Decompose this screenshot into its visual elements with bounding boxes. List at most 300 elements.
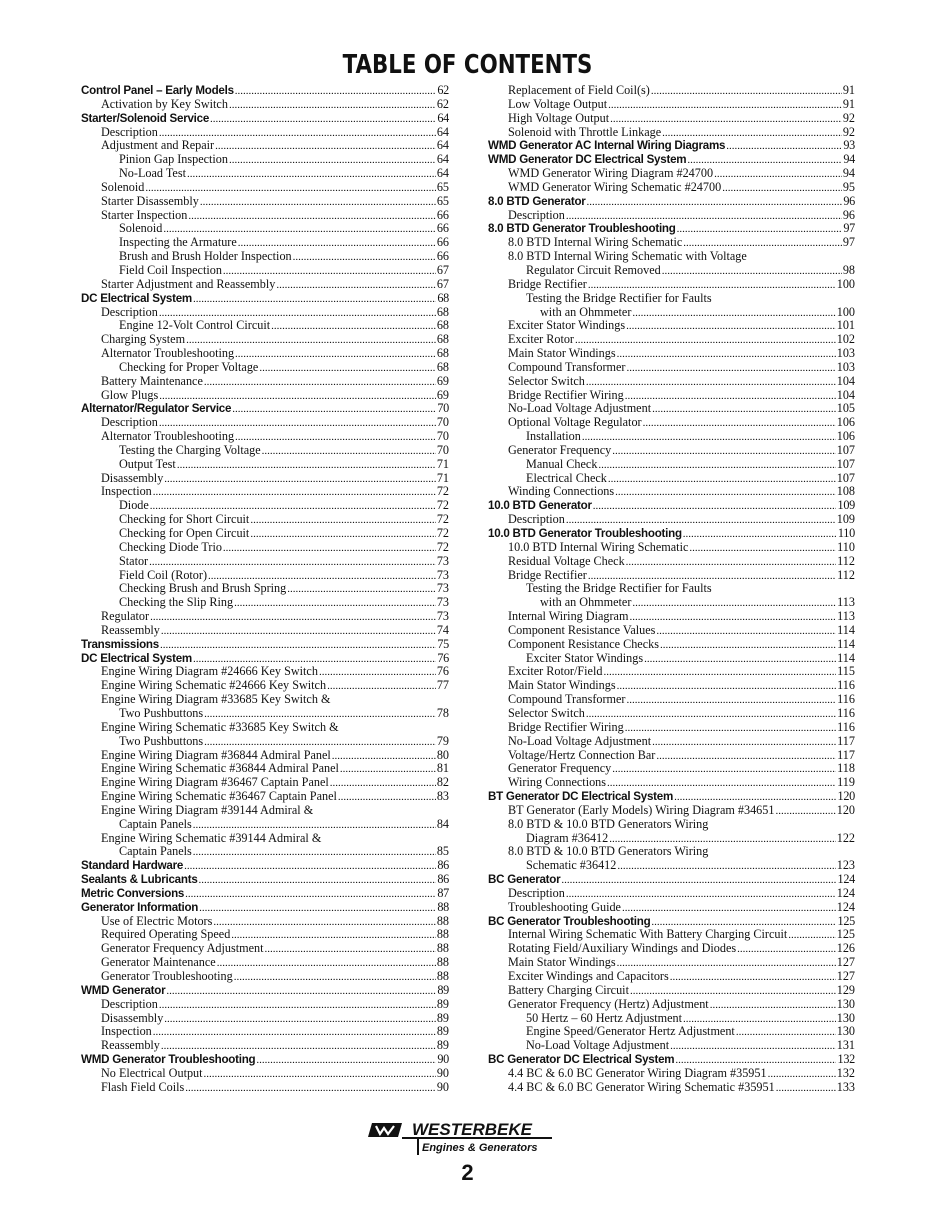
toc-page-number: 130 bbox=[836, 996, 855, 1011]
toc-leader-dots bbox=[161, 625, 436, 639]
toc-entry-title: 10.0 BTD Generator bbox=[488, 499, 592, 513]
toc-entry bbox=[488, 652, 855, 666]
toc-entry bbox=[81, 264, 449, 278]
toc-leader-dots bbox=[615, 486, 836, 500]
toc-entry-title: Exciter Stator Windings bbox=[526, 650, 644, 665]
toc-entry-title: Engine Wiring Schematic #39144 Admiral & bbox=[101, 830, 322, 845]
toc-entry bbox=[488, 970, 855, 984]
toc-page-number: 88 bbox=[436, 927, 449, 942]
toc-page-number: 97 bbox=[843, 221, 855, 236]
toc-page-number: 132 bbox=[836, 1065, 855, 1080]
toc-entry bbox=[488, 887, 855, 901]
toc-leader-dots bbox=[330, 777, 436, 791]
toc-leader-dots bbox=[714, 168, 842, 182]
toc-leader-dots bbox=[677, 223, 843, 237]
toc-leader-dots bbox=[204, 376, 436, 390]
toc-entry bbox=[81, 444, 449, 458]
toc-entry-title: BC Generator bbox=[488, 873, 561, 887]
toc-entry-title: 4.4 BC & 6.0 BC Generator Wiring Diagram #35951 bbox=[508, 1065, 767, 1080]
toc-entry-title: Generator Frequency (Hertz) Adjustment bbox=[508, 996, 709, 1011]
toc-leader-dots bbox=[683, 528, 837, 542]
toc-page-number: 104 bbox=[836, 373, 855, 388]
toc-leader-dots bbox=[625, 390, 836, 404]
toc-page-number: 117 bbox=[837, 733, 855, 748]
toc-page-number: 76 bbox=[436, 664, 449, 679]
toc-entry-title: 8.0 BTD & 10.0 BTD Generators Wiring bbox=[508, 844, 709, 859]
toc-page-number: 127 bbox=[836, 955, 855, 970]
toc-section-entry bbox=[81, 112, 449, 126]
toc-entry bbox=[81, 624, 449, 638]
toc-leader-dots bbox=[625, 722, 836, 736]
toc-entry bbox=[81, 610, 449, 624]
toc-entry-title: Disassembly bbox=[101, 470, 164, 485]
toc-leader-dots bbox=[612, 445, 836, 459]
toc-entry-title: Testing the Bridge Rectifier for Faults bbox=[526, 581, 712, 596]
toc-entry bbox=[488, 389, 855, 403]
toc-page-number: 64 bbox=[436, 124, 449, 139]
toc-entry-title: Brush and Brush Holder Inspection bbox=[119, 249, 292, 264]
toc-entry bbox=[488, 721, 855, 735]
toc-page-number: 66 bbox=[436, 249, 449, 264]
toc-page-number: 84 bbox=[436, 816, 449, 831]
toc-leader-dots bbox=[250, 528, 436, 542]
toc-entry-title: Diode bbox=[119, 498, 149, 513]
toc-page-number: 74 bbox=[436, 622, 449, 637]
toc-leader-dots bbox=[603, 666, 836, 680]
toc-section-entry bbox=[81, 887, 449, 901]
toc-section-entry bbox=[488, 915, 855, 929]
toc-entry-title: Engine Wiring Schematic #24666 Key Switch bbox=[101, 678, 327, 693]
toc-entry-title: Winding Connections bbox=[508, 484, 615, 499]
toc-leader-dots bbox=[626, 694, 836, 708]
toc-section-entry bbox=[81, 901, 449, 915]
toc-entry bbox=[488, 859, 855, 873]
toc-entry-title: Bridge Rectifier bbox=[508, 276, 587, 291]
toc-entry-title: Component Resistance Checks bbox=[508, 636, 659, 651]
toc-entry-title: Low Voltage Output bbox=[508, 96, 608, 111]
toc-leader-dots bbox=[626, 362, 835, 376]
toc-section-entry bbox=[488, 153, 855, 167]
toc-page-number: 116 bbox=[837, 678, 855, 693]
toc-entry-title: Captain Panels bbox=[119, 816, 192, 831]
toc-entry-title: Testing the Bridge Rectifier for Faults bbox=[526, 290, 712, 305]
toc-entry bbox=[81, 195, 449, 209]
toc-leader-dots bbox=[184, 860, 436, 874]
toc-entry-title: 50 Hertz – 60 Hertz Adjustment bbox=[526, 1010, 683, 1025]
toc-entry-title: Checking Diode Trio bbox=[119, 539, 222, 554]
toc-entry-title: Engine Wiring Schematic #33685 Key Switch & bbox=[101, 719, 339, 734]
toc-leader-dots bbox=[608, 473, 836, 487]
toc-entry-title: Engine Wiring Schematic #36844 Admiral Panel bbox=[101, 761, 339, 776]
toc-section-entry bbox=[488, 790, 855, 804]
logo-brand-text: WESTERBEKE bbox=[412, 1120, 532, 1139]
toc-entry-title: Engine Wiring Diagram #24666 Key Switch bbox=[101, 664, 318, 679]
toc-page-number: 79 bbox=[436, 733, 449, 748]
toc-page-number: 120 bbox=[836, 802, 855, 817]
toc-leader-dots bbox=[215, 140, 436, 154]
toc-leader-dots bbox=[150, 611, 436, 625]
page-number: 2 bbox=[461, 1160, 474, 1185]
toc-leader-dots bbox=[566, 514, 836, 528]
toc-page-number: 124 bbox=[836, 899, 855, 914]
toc-entry-title: Description bbox=[508, 885, 565, 900]
toc-page-number: 115 bbox=[837, 664, 855, 679]
toc-page-number: 67 bbox=[436, 276, 449, 291]
toc-entry-title: Description bbox=[101, 124, 158, 139]
toc-entry bbox=[81, 970, 449, 984]
toc-entry bbox=[488, 1025, 855, 1039]
toc-entry-title: 8.0 BTD & 10.0 BTD Generators Wiring bbox=[508, 816, 709, 831]
toc-leader-dots bbox=[188, 210, 436, 224]
toc-section-entry bbox=[81, 84, 449, 98]
toc-section-entry bbox=[81, 873, 449, 887]
toc-entry-title: Description bbox=[101, 304, 158, 319]
toc-entry bbox=[81, 818, 449, 832]
toc-entry-title: Output Test bbox=[119, 456, 176, 471]
toc-entry-title: with an Ohmmeter bbox=[540, 595, 632, 610]
toc-page-number: 73 bbox=[436, 595, 449, 610]
toc-leader-dots bbox=[217, 957, 436, 971]
toc-leader-dots bbox=[587, 196, 843, 210]
toc-entry bbox=[81, 347, 449, 361]
toc-page-number: 70 bbox=[436, 442, 449, 457]
toc-leader-dots bbox=[262, 445, 436, 459]
toc-entry-title: No-Load Voltage Adjustment bbox=[508, 401, 652, 416]
toc-leader-dots bbox=[235, 348, 436, 362]
toc-page-number: 72 bbox=[436, 498, 449, 513]
toc-page-number: 72 bbox=[436, 539, 449, 554]
toc-page-number: 122 bbox=[836, 830, 855, 845]
toc-section-entry bbox=[81, 984, 449, 998]
toc-entry bbox=[81, 707, 449, 721]
toc-entry bbox=[81, 319, 449, 333]
toc-entry bbox=[488, 818, 855, 832]
toc-page-number: 71 bbox=[436, 456, 449, 471]
toc-page-number: 64 bbox=[436, 152, 449, 167]
toc-leader-dots bbox=[566, 210, 842, 224]
toc-page-number: 73 bbox=[436, 553, 449, 568]
toc-leader-dots bbox=[644, 653, 836, 667]
toc-leader-dots bbox=[160, 639, 436, 653]
toc-entry-title: Selector Switch bbox=[508, 705, 585, 720]
toc-page-number: 130 bbox=[836, 1010, 855, 1025]
toc-leader-dots bbox=[340, 763, 436, 777]
toc-entry bbox=[81, 956, 449, 970]
toc-page-number: 112 bbox=[837, 553, 855, 568]
toc-leader-dots bbox=[629, 611, 836, 625]
toc-leader-dots bbox=[276, 279, 435, 293]
toc-leader-dots bbox=[652, 736, 836, 750]
toc-leader-dots bbox=[652, 403, 836, 417]
toc-entry bbox=[488, 292, 855, 306]
toc-entry bbox=[488, 693, 855, 707]
toc-page-number: 114 bbox=[837, 636, 855, 651]
toc-entry-title: Generator Troubleshooting bbox=[101, 969, 233, 983]
toc-entry bbox=[488, 956, 855, 970]
toc-entry bbox=[488, 832, 855, 846]
toc-entry bbox=[81, 472, 449, 486]
toc-entry-title: Bridge Rectifier Wiring bbox=[508, 387, 624, 402]
toc-page-number: 76 bbox=[437, 650, 449, 665]
toc-entry-title: Engine Wiring Diagram #36467 Captain Panel bbox=[101, 775, 329, 790]
toc-leader-dots bbox=[200, 196, 436, 210]
toc-entry-title: No-Load Voltage Adjustment bbox=[526, 1038, 670, 1053]
toc-page-number: 67 bbox=[436, 262, 449, 277]
toc-entry bbox=[81, 845, 449, 859]
toc-entry-title: Battery Maintenance bbox=[101, 373, 203, 388]
toc-leader-dots bbox=[612, 763, 836, 777]
toc-page-number: 132 bbox=[837, 1052, 855, 1067]
toc-leader-dots bbox=[632, 307, 835, 321]
toc-entry-title: Two Pushbuttons bbox=[119, 733, 204, 748]
toc-leader-dots bbox=[643, 417, 836, 431]
toc-page-number: 68 bbox=[436, 304, 449, 319]
toc-entry bbox=[488, 804, 855, 818]
toc-page-number: 116 bbox=[837, 719, 855, 734]
toc-entry-title: BC Generator DC Electrical System bbox=[488, 1053, 675, 1067]
toc-leader-dots bbox=[670, 971, 836, 985]
toc-entry bbox=[488, 112, 855, 126]
toc-section-entry bbox=[81, 402, 449, 416]
toc-leader-dots bbox=[159, 999, 436, 1013]
toc-leader-dots bbox=[722, 182, 842, 196]
toc-page-number: 129 bbox=[836, 982, 855, 997]
toc-entry bbox=[488, 707, 855, 721]
toc-page-number: 97 bbox=[842, 235, 855, 250]
toc-page-number: 87 bbox=[437, 885, 449, 900]
toc-page-number: 125 bbox=[837, 913, 855, 928]
toc-entry bbox=[488, 624, 855, 638]
toc-leader-dots bbox=[626, 556, 836, 570]
toc-page-number: 70 bbox=[436, 415, 449, 430]
toc-entry bbox=[81, 928, 449, 942]
toc-entry bbox=[81, 250, 449, 264]
toc-page-number: 64 bbox=[437, 110, 449, 125]
toc-leader-dots bbox=[776, 1082, 836, 1096]
toc-entry-title: Engine Wiring Diagram #39144 Admiral & bbox=[101, 802, 314, 817]
toc-page-number: 106 bbox=[836, 429, 855, 444]
westerbeke-logo bbox=[368, 1117, 568, 1157]
toc-leader-dots bbox=[193, 846, 436, 860]
toc-page-number: 100 bbox=[836, 276, 855, 291]
toc-leader-dots bbox=[164, 473, 436, 487]
toc-leader-dots bbox=[234, 971, 436, 985]
toc-page-number: 120 bbox=[837, 789, 855, 804]
toc-entry-title: 10.0 BTD Internal Wiring Schematic bbox=[508, 539, 689, 554]
toc-entry bbox=[488, 264, 855, 278]
toc-page-number: 107 bbox=[836, 470, 855, 485]
toc-entry bbox=[488, 84, 855, 98]
toc-leader-dots bbox=[327, 680, 436, 694]
toc-entry bbox=[81, 942, 449, 956]
toc-page-number: 113 bbox=[837, 609, 855, 624]
toc-entry-title: Description bbox=[508, 512, 565, 527]
toc-entry bbox=[81, 222, 449, 236]
toc-entry-title: Generator Maintenance bbox=[101, 955, 216, 970]
toc-leader-dots bbox=[775, 805, 835, 819]
toc-page-number: 88 bbox=[436, 955, 449, 970]
toc-entry-title: High Voltage Output bbox=[508, 110, 610, 125]
toc-page-number: 83 bbox=[436, 789, 449, 804]
toc-page-number: 107 bbox=[836, 442, 855, 457]
toc-entry-title: Checking for Proper Voltage bbox=[119, 359, 259, 374]
toc-page-number: 86 bbox=[437, 872, 449, 887]
toc-entry-title: Reassembly bbox=[101, 1038, 160, 1053]
toc-entry bbox=[81, 209, 449, 223]
toc-entry bbox=[81, 167, 449, 181]
toc-leader-dots bbox=[622, 902, 836, 916]
toc-entry bbox=[488, 306, 855, 320]
toc-page-number: 75 bbox=[437, 636, 449, 651]
toc-entry-title: Standard Hardware bbox=[81, 859, 184, 873]
toc-leader-dots bbox=[164, 1013, 436, 1027]
toc-page-number: 92 bbox=[842, 110, 855, 125]
toc-page-number: 90 bbox=[436, 1079, 449, 1094]
toc-entry bbox=[488, 98, 855, 112]
toc-entry-title: DC Electrical System bbox=[81, 651, 192, 665]
toc-page-number: 72 bbox=[436, 484, 449, 499]
toc-entry-title: Alternator/Regulator Service bbox=[81, 402, 232, 416]
toc-entry bbox=[488, 679, 855, 693]
toc-leader-dots bbox=[153, 1026, 436, 1040]
toc-page-number: 68 bbox=[436, 359, 449, 374]
toc-entry-title: WMD Generator Wiring Diagram #24700 bbox=[508, 166, 714, 181]
toc-page-number: 65 bbox=[436, 193, 449, 208]
toc-entry-title: Description bbox=[101, 996, 158, 1011]
toc-page-number: 98 bbox=[842, 262, 855, 277]
toc-entry bbox=[81, 790, 449, 804]
toc-entry-title: Starter Disassembly bbox=[101, 193, 199, 208]
toc-entry-title: Regulator Circuit Removed bbox=[526, 262, 661, 277]
toc-leader-dots bbox=[204, 1068, 436, 1082]
toc-entry-title: Rotating Field/Auxiliary Windings and Diodes bbox=[508, 941, 737, 956]
toc-entry-title: Checking Brush and Brush Spring bbox=[119, 581, 287, 596]
toc-page-number: 101 bbox=[836, 318, 855, 333]
toc-page-number: 88 bbox=[436, 941, 449, 956]
toc-page-number: 106 bbox=[836, 415, 855, 430]
toc-leader-dots bbox=[229, 99, 436, 113]
toc-leader-dots bbox=[177, 459, 436, 473]
toc-entry-title: Engine Wiring Diagram #36844 Admiral Panel bbox=[101, 747, 331, 762]
toc-entry-title: Alternator Troubleshooting bbox=[101, 346, 235, 361]
toc-entry-title: Checking the Slip Ring bbox=[119, 595, 234, 610]
toc-entry-title: Control Panel – Early Models bbox=[81, 84, 234, 97]
toc-entry bbox=[81, 749, 449, 763]
toc-entry bbox=[81, 333, 449, 347]
toc-entry-title: Component Resistance Values bbox=[508, 622, 656, 637]
toc-page-number: 70 bbox=[437, 401, 449, 416]
toc-page-number: 114 bbox=[837, 650, 855, 665]
toc-entry-title: Description bbox=[508, 207, 565, 222]
toc-leader-dots bbox=[250, 514, 435, 528]
toc-leader-dots bbox=[159, 390, 436, 404]
logo-emblem-icon bbox=[368, 1123, 402, 1137]
toc-entry-title: Main Stator Windings bbox=[508, 678, 616, 693]
toc-entry-title: Stator bbox=[119, 553, 149, 568]
toc-leader-dots bbox=[593, 500, 837, 514]
toc-entry-title: 8.0 BTD Internal Wiring Schematic with Voltage bbox=[508, 249, 747, 264]
toc-page-number: 77 bbox=[436, 678, 449, 693]
toc-leader-dots bbox=[185, 888, 436, 902]
toc-entry bbox=[488, 472, 855, 486]
toc-section-entry bbox=[81, 652, 449, 666]
toc-page-number: 65 bbox=[436, 179, 449, 194]
toc-page-number: 62 bbox=[437, 83, 449, 97]
toc-entry-title: No Electrical Output bbox=[101, 1065, 203, 1080]
toc-page-number: 85 bbox=[436, 844, 449, 859]
toc-entry-title: DC Electrical System bbox=[81, 291, 192, 305]
toc-entry bbox=[81, 430, 449, 444]
toc-entry bbox=[81, 375, 449, 389]
toc-entry-title: Reassembly bbox=[101, 622, 160, 637]
toc-leader-dots bbox=[193, 293, 436, 307]
toc-entry bbox=[488, 901, 855, 915]
toc-leader-dots bbox=[660, 639, 836, 653]
toc-entry bbox=[488, 762, 855, 776]
toc-page-number: 68 bbox=[436, 318, 449, 333]
toc-page-number: 118 bbox=[837, 761, 855, 776]
toc-entry-title: Replacement of Field Coil(s) bbox=[508, 83, 650, 97]
toc-page-number: 110 bbox=[837, 526, 855, 540]
toc-entry bbox=[81, 527, 449, 541]
toc-entry-title: BC Generator Troubleshooting bbox=[488, 914, 651, 928]
toc-entry-title: No-Load Voltage Adjustment bbox=[508, 733, 652, 748]
toc-entry-title: Field Coil Inspection bbox=[119, 262, 222, 277]
toc-leader-dots bbox=[338, 791, 436, 805]
toc-section-entry bbox=[81, 638, 449, 652]
toc-entry bbox=[81, 1081, 449, 1095]
toc-entry bbox=[488, 1012, 855, 1026]
toc-leader-dots bbox=[726, 140, 842, 154]
toc-entry-title: Exciter Rotor/Field bbox=[508, 664, 603, 679]
toc-entry-title: No-Load Test bbox=[119, 166, 186, 181]
toc-entry-title: Exciter Windings and Capacitors bbox=[508, 969, 669, 983]
toc-leader-dots bbox=[632, 597, 836, 611]
toc-leader-dots bbox=[598, 459, 835, 473]
toc-leader-dots bbox=[210, 113, 436, 127]
toc-entry-title: Activation by Key Switch bbox=[101, 96, 228, 111]
toc-leader-dots bbox=[235, 431, 436, 445]
toc-entry bbox=[81, 679, 449, 693]
toc-page-number: 82 bbox=[436, 775, 449, 790]
toc-entry-title: Checking for Open Circuit bbox=[119, 526, 250, 540]
toc-entry bbox=[488, 984, 855, 998]
toc-entry-title: WMD Generator Troubleshooting bbox=[81, 1053, 256, 1067]
toc-section-entry bbox=[488, 873, 855, 887]
toc-entry bbox=[488, 735, 855, 749]
toc-entry-title: Captain Panels bbox=[119, 844, 192, 859]
toc-entry bbox=[81, 776, 449, 790]
toc-page-number: 66 bbox=[436, 235, 449, 250]
toc-leader-dots bbox=[617, 860, 835, 874]
toc-page-number: 70 bbox=[436, 429, 449, 444]
toc-entry-title: Regulator bbox=[101, 609, 150, 624]
toc-page-number: 64 bbox=[436, 138, 449, 153]
toc-entry bbox=[81, 998, 449, 1012]
toc-entry bbox=[81, 416, 449, 430]
toc-entry-title: Field Coil (Rotor) bbox=[119, 567, 208, 582]
toc-page-number: 73 bbox=[436, 567, 449, 582]
toc-entry bbox=[488, 236, 855, 250]
toc-entry-title: Diagram #36412 bbox=[526, 830, 609, 845]
toc-entry bbox=[488, 347, 855, 361]
toc-entry bbox=[81, 1067, 449, 1081]
toc-entry bbox=[81, 153, 449, 167]
toc-entry-title: Internal Wiring Schematic With Battery Charging Circuit bbox=[508, 927, 788, 942]
toc-leader-dots bbox=[607, 777, 836, 791]
toc-page-number: 109 bbox=[836, 512, 855, 527]
toc-page-number: 89 bbox=[436, 1010, 449, 1025]
